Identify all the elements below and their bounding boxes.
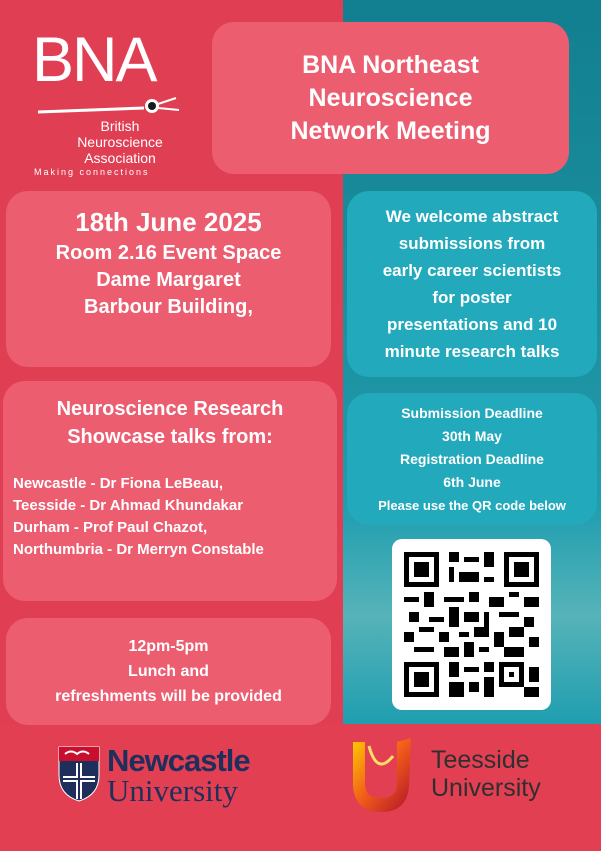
teesside-name-line1: Teesside <box>431 746 530 774</box>
list-item: Northumbria - Dr Merryn Constable <box>13 541 264 558</box>
registration-label: Registration Deadline <box>400 450 544 467</box>
bna-tagline: Making connections <box>34 167 150 177</box>
bna-full-name: British Neuroscience Association <box>77 118 163 166</box>
newcastle-university-logo <box>57 743 277 809</box>
qr-code[interactable] <box>392 539 551 710</box>
showcase-heading: Neuroscience Research Showcase talks from: <box>56 398 284 448</box>
submission-label: Submission Deadline <box>401 404 543 421</box>
bna-acronym: BNA <box>32 25 156 95</box>
speaker-list <box>13 473 337 561</box>
event-location: Room 2.16 Event Space Dame Margaret Barbour Building, <box>55 242 282 318</box>
teesside-u-icon <box>347 736 419 816</box>
teesside-university-logo <box>345 736 565 816</box>
teesside-name-line2: University <box>431 774 541 802</box>
newcastle-name-line1: Newcastle <box>107 743 250 778</box>
abstracts-box: We welcome abstract submissions from early career scientists for poster presentations and 10 minute research talks <box>347 191 597 377</box>
event-date: 18th June 2025 <box>75 207 262 237</box>
newcastle-crest-icon <box>57 745 101 803</box>
title-box <box>212 22 569 174</box>
submission-date: 30th May <box>442 427 502 444</box>
registration-date: 6th June <box>443 473 501 490</box>
event-details-box <box>6 191 331 367</box>
list-item: Durham - Prof Paul Chazot, <box>13 519 208 536</box>
showcase-box <box>3 381 337 601</box>
page-title: BNA Northeast Neuroscience Network Meeting <box>290 50 491 145</box>
event-time: 12pm-5pm <box>128 638 209 655</box>
qr-code-icon <box>404 551 539 698</box>
bna-logo <box>30 25 200 180</box>
newcastle-name-line2: University <box>107 773 238 808</box>
list-item: Newcastle - Dr Fiona LeBeau, <box>13 475 224 492</box>
deadlines-box <box>347 393 597 525</box>
qr-note: Please use the QR code below <box>378 497 566 513</box>
list-item: Teesside - Dr Ahmad Khundakar <box>13 497 244 514</box>
schedule-box: 12pm-5pm Lunch and refreshments will be provided <box>6 618 331 725</box>
